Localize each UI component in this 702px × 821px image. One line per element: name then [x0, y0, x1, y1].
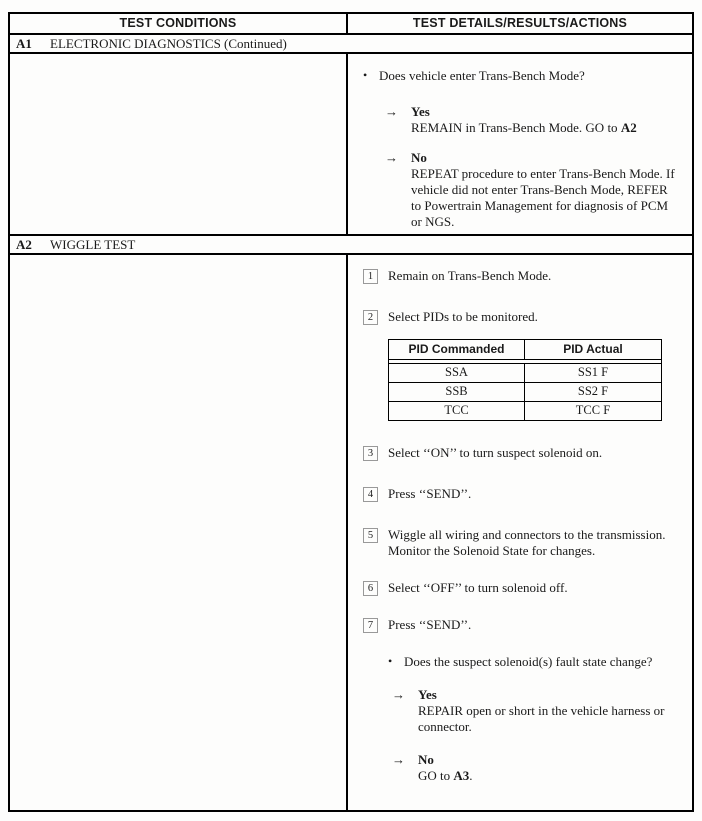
a2-result-no-body	[418, 752, 473, 784]
step-number-box: 7	[363, 618, 378, 633]
a1-result-yes	[385, 104, 678, 136]
a2-question-results	[388, 654, 682, 784]
step-text: Select ‘‘OFF’’ to turn solenoid off.	[388, 580, 568, 595]
result-action-text: REPAIR open or short in the vehicle harness or connector.	[418, 703, 665, 734]
column-header-test-details: TEST DETAILS/RESULTS/ACTIONS	[412, 16, 628, 30]
step-number-box: 4	[363, 487, 378, 502]
pid-table-header-commanded: PID Commanded	[389, 340, 525, 359]
step-number-box: 1	[363, 269, 378, 284]
a2-question-text: Does the suspect solenoid(s) fault state change?	[404, 654, 653, 669]
a2-result-no	[392, 752, 682, 784]
section-a2-content-row	[10, 255, 692, 810]
step-text: Press ‘‘SEND’’.	[388, 617, 472, 632]
step-item-2	[363, 309, 682, 325]
arrow-icon: →	[385, 104, 398, 119]
pinpoint-test-table	[8, 12, 694, 812]
section-a2-id: A2	[16, 236, 32, 252]
table-header-row	[10, 14, 692, 35]
a1-test-conditions-cell	[10, 54, 348, 234]
bullet-icon: •	[388, 654, 393, 668]
a2-question-line	[388, 654, 682, 670]
a1-result-yes-body	[411, 104, 637, 136]
pid-cell: SS2 F	[577, 384, 609, 398]
section-a1-id: A1	[16, 35, 32, 51]
result-action-text: REPEAT procedure to enter Trans-Bench Mode. If vehicle did not enter Trans-Bench Mode, REFER to Powertrain Management for diagnosis of PCM or NGS.	[411, 166, 675, 229]
pid-cell: SS1 F	[577, 365, 609, 379]
a1-result-no-body	[411, 150, 678, 230]
action-target-ref: A2	[620, 120, 637, 135]
step-item-7	[363, 617, 682, 633]
result-action-text	[418, 768, 473, 784]
result-no-label: No	[418, 752, 434, 767]
action-text-part: GO to	[418, 768, 454, 783]
step-text: Remain on Trans-Bench Mode.	[388, 268, 552, 283]
step-item-3	[363, 445, 682, 461]
a2-test-conditions-cell	[10, 255, 348, 810]
section-a2-title: WIGGLE TEST	[50, 236, 136, 252]
a1-test-details-cell	[348, 54, 692, 234]
section-a2-header	[10, 236, 692, 255]
step-item-4	[363, 486, 682, 502]
step-text: Press ‘‘SEND’’.	[388, 486, 472, 501]
result-no-label: No	[411, 150, 427, 165]
step-text: Wiggle all wiring and connectors to the transmission. Monitor the Solenoid State for changes.	[388, 527, 666, 558]
action-target-ref: A3	[453, 768, 470, 783]
pid-table-body	[389, 363, 661, 420]
section-a1-title: ELECTRONIC DIAGNOSTICS (Continued)	[50, 35, 287, 51]
a1-question-text: Does vehicle enter Trans-Bench Mode?	[379, 68, 585, 83]
pid-cell: SSA	[389, 364, 525, 382]
step-text: Select ‘‘ON’’ to turn suspect solenoid on.	[388, 445, 603, 460]
a2-result-yes-body	[418, 687, 682, 735]
step-number-box: 3	[363, 446, 378, 461]
a2-test-details-cell	[348, 255, 692, 810]
pid-table-header-row	[389, 340, 661, 360]
result-yes-label: Yes	[418, 687, 437, 702]
pid-cell: TCC F	[575, 403, 611, 417]
result-action-text	[411, 120, 637, 136]
step-item-5	[363, 527, 682, 559]
column-header-test-conditions: TEST CONDITIONS	[10, 14, 348, 33]
arrow-icon: →	[392, 687, 405, 702]
a1-result-no	[385, 150, 678, 230]
pid-table-header-actual: PID Actual	[563, 342, 623, 356]
bullet-icon: •	[363, 68, 368, 82]
step-item-1	[363, 268, 682, 284]
section-a1-content-row	[10, 54, 692, 236]
step-item-6	[363, 580, 682, 596]
section-a1-header	[10, 35, 692, 54]
a1-question-line	[363, 68, 678, 84]
pid-cell: SSB	[389, 383, 525, 401]
step-number-box: 6	[363, 581, 378, 596]
action-text-suffix: .	[469, 768, 473, 783]
a2-result-yes	[392, 687, 682, 735]
step-number-box: 5	[363, 528, 378, 543]
result-yes-label: Yes	[411, 104, 430, 119]
step-text: Select PIDs to be monitored.	[388, 309, 538, 324]
pid-table-row	[389, 383, 661, 402]
arrow-icon: →	[392, 752, 405, 767]
action-text-part: REMAIN in Trans-Bench Mode. GO to	[411, 120, 621, 135]
pid-cell: TCC	[389, 402, 525, 420]
pid-table	[388, 339, 662, 421]
pid-table-row	[389, 364, 661, 383]
arrow-icon: →	[385, 150, 398, 165]
step-number-box: 2	[363, 310, 378, 325]
pid-table-row	[389, 402, 661, 420]
